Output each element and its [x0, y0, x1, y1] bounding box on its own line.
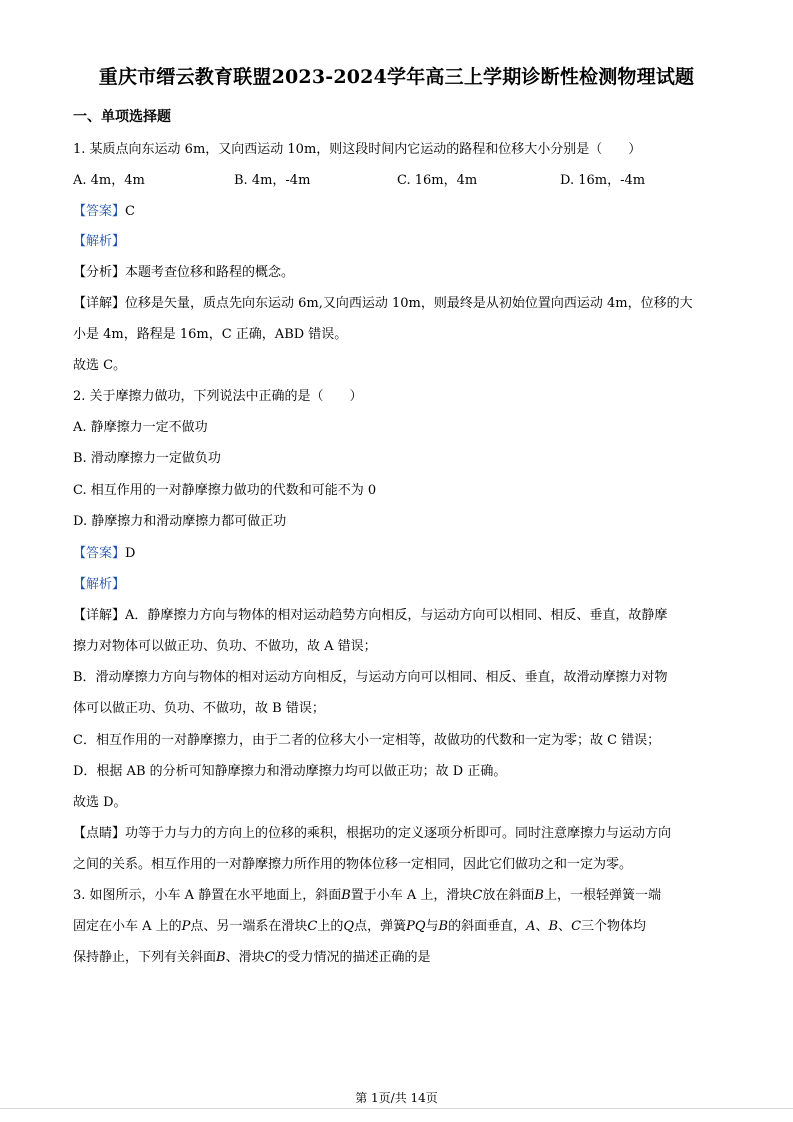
- q3-symbol-b: B: [216, 950, 226, 965]
- q3-text: 上，一根轻弹簧一端: [543, 888, 661, 903]
- q3-symbol-b: B: [438, 919, 449, 934]
- q3-symbol-q: Q: [343, 919, 355, 934]
- q3-symbol-b: B: [341, 888, 351, 903]
- page-title: 重庆市缙云教育联盟2023-2024学年高三上学期诊断性检测物理试题: [98, 66, 695, 88]
- answer-tag: 【答案】: [73, 546, 126, 561]
- q2-detail-a1-text: A．静摩擦力方向与物体的相对运动趋势方向相反，与运动方向可以相同、相反、垂直，故静摩: [125, 608, 668, 623]
- q3-symbol-c: C: [264, 950, 275, 965]
- section-title: 一、单项选择题: [73, 109, 171, 125]
- q2-option-c: C. 相互作用的一对静摩擦力做功的代数和可能不为 0: [73, 483, 377, 498]
- q3-line-1: [73, 887, 661, 905]
- analysis-tag: 【解析】: [73, 234, 126, 249]
- q3-text: 的斜面垂直，: [448, 919, 527, 934]
- q3-symbol-c: C: [472, 888, 483, 903]
- page-footer: 第 1页/共 14页: [355, 1091, 438, 1105]
- q2-dianjing-text-1: 功等于力与力的方向上的位移的乘积，根据功的定义逐项分析即可。同时注意摩擦力与运动方向: [125, 826, 672, 841]
- q2-option-a: A. 静摩擦力一定不做功: [73, 420, 208, 435]
- q3-text: 的受力情况的描述正确的是: [274, 950, 431, 965]
- q3-symbol-p: P: [181, 919, 191, 934]
- q2-detail-c: C．相互作用的一对静摩擦力，由于二者的位移大小一定相等，故做功的代数和一定为零；故 C 错误；: [73, 733, 661, 748]
- q3-text: 与: [425, 919, 439, 934]
- q1-option-c: C. 16m，4m: [397, 173, 478, 188]
- q2-stem: 2. 关于摩擦力做功，下列说法中正确的是（ ）: [73, 389, 363, 404]
- q1-option-a: A. 4m，4m: [73, 173, 145, 188]
- q2-dianjing-1: [73, 825, 671, 843]
- q3-symbol-b: B: [548, 919, 559, 934]
- q2-answer-value: D: [125, 546, 136, 561]
- q3-text: 点，弹簧: [354, 919, 407, 934]
- q1-answer: [73, 203, 135, 221]
- q2-dianjing-2: 之间的关系。相互作用的一对静摩擦力所作用的物体位移一定相同，因此它们做功之和一定为零。: [73, 857, 633, 872]
- q1-choose: 故选 C。: [73, 358, 127, 373]
- fenxi-tag: 【分析】: [73, 265, 126, 280]
- q3-text: 点、另一端系在滑块: [190, 919, 308, 934]
- q3-line-2: [73, 918, 646, 936]
- q3-text: 保持静止，下列有关斜面: [73, 950, 217, 965]
- q1-fenxi-text: 本题考查位移和路程的概念。: [125, 265, 295, 280]
- q1-detail-2: 小是 4m，路程是 16m，C 正确，ABD 错误。: [73, 327, 348, 342]
- q3-text: 上的: [317, 919, 344, 934]
- q3-symbol-c: C: [571, 919, 582, 934]
- q2-detail-b2: 体可以做正功、负功、不做功，故 B 错误；: [73, 701, 325, 716]
- q1-detail-1: [73, 295, 693, 313]
- q2-detail-d: D．根据 AB 的分析可知静摩擦力和滑动摩擦力均可以做正功；故 D 正确。: [73, 764, 507, 779]
- analysis-tag: 【解析】: [73, 577, 126, 592]
- q1-answer-value: C: [125, 204, 135, 219]
- q3-text: 三个物体均: [581, 919, 647, 934]
- q1-fenxi: [73, 264, 294, 282]
- q1-detail-text-1: 位移是矢量，质点先向东运动 6m,又向西运动 10m，则最终是从初始位置向西运动 4m，位移的大: [125, 296, 693, 311]
- q3-text: 置于小车 A 上，滑块: [350, 888, 473, 903]
- q2-detail-a1: [73, 607, 667, 625]
- q3-text: 3. 如图所示，小车 A 静置在水平地面上，斜面: [73, 888, 342, 903]
- q1-option-d: D. 16m，-4m: [560, 173, 646, 188]
- q3-text: 、滑块: [225, 950, 265, 965]
- q2-answer: [73, 545, 135, 563]
- xiangjie-tag: 【详解】: [73, 608, 126, 623]
- answer-tag: 【答案】: [73, 204, 126, 219]
- footer-divider: [0, 1108, 793, 1109]
- q2-option-d: D. 静摩擦力和滑动摩擦力都可做正功: [73, 514, 287, 529]
- q3-text: 固定在小车 A 上的: [73, 919, 182, 934]
- q2-analysis: [73, 576, 125, 594]
- q2-detail-b1: B．滑动摩擦力方向与物体的相对运动方向相反，与运动方向可以相同、相反、垂直，故滑动摩擦力对物: [73, 670, 668, 685]
- q3-text: 、: [535, 919, 549, 934]
- q3-symbol-a: A: [526, 919, 536, 934]
- q2-detail-a2: 擦力对物体可以做正功、负功、不做功，故 A 错误；: [73, 639, 377, 654]
- q3-line-3: [73, 949, 431, 967]
- q2-choose: 故选 D。: [73, 795, 127, 810]
- q3-text: 、: [558, 919, 572, 934]
- q1-option-b: B. 4m，-4m: [234, 173, 311, 188]
- q2-option-b: B. 滑动摩擦力一定做负功: [73, 451, 221, 466]
- q3-symbol-pq: PQ: [406, 919, 426, 934]
- q1-stem: 1. 某质点向东运动 6m，又向西运动 10m，则这段时间内它运动的路程和位移大小分别是（ ）: [73, 142, 642, 157]
- q3-symbol-b: B: [534, 888, 544, 903]
- q3-text: 放在斜面: [482, 888, 535, 903]
- q3-symbol-c: C: [307, 919, 318, 934]
- q1-analysis: [73, 233, 125, 251]
- xiangjie-tag: 【详解】: [73, 296, 126, 311]
- dianjing-tag: 【点睛】: [73, 826, 126, 841]
